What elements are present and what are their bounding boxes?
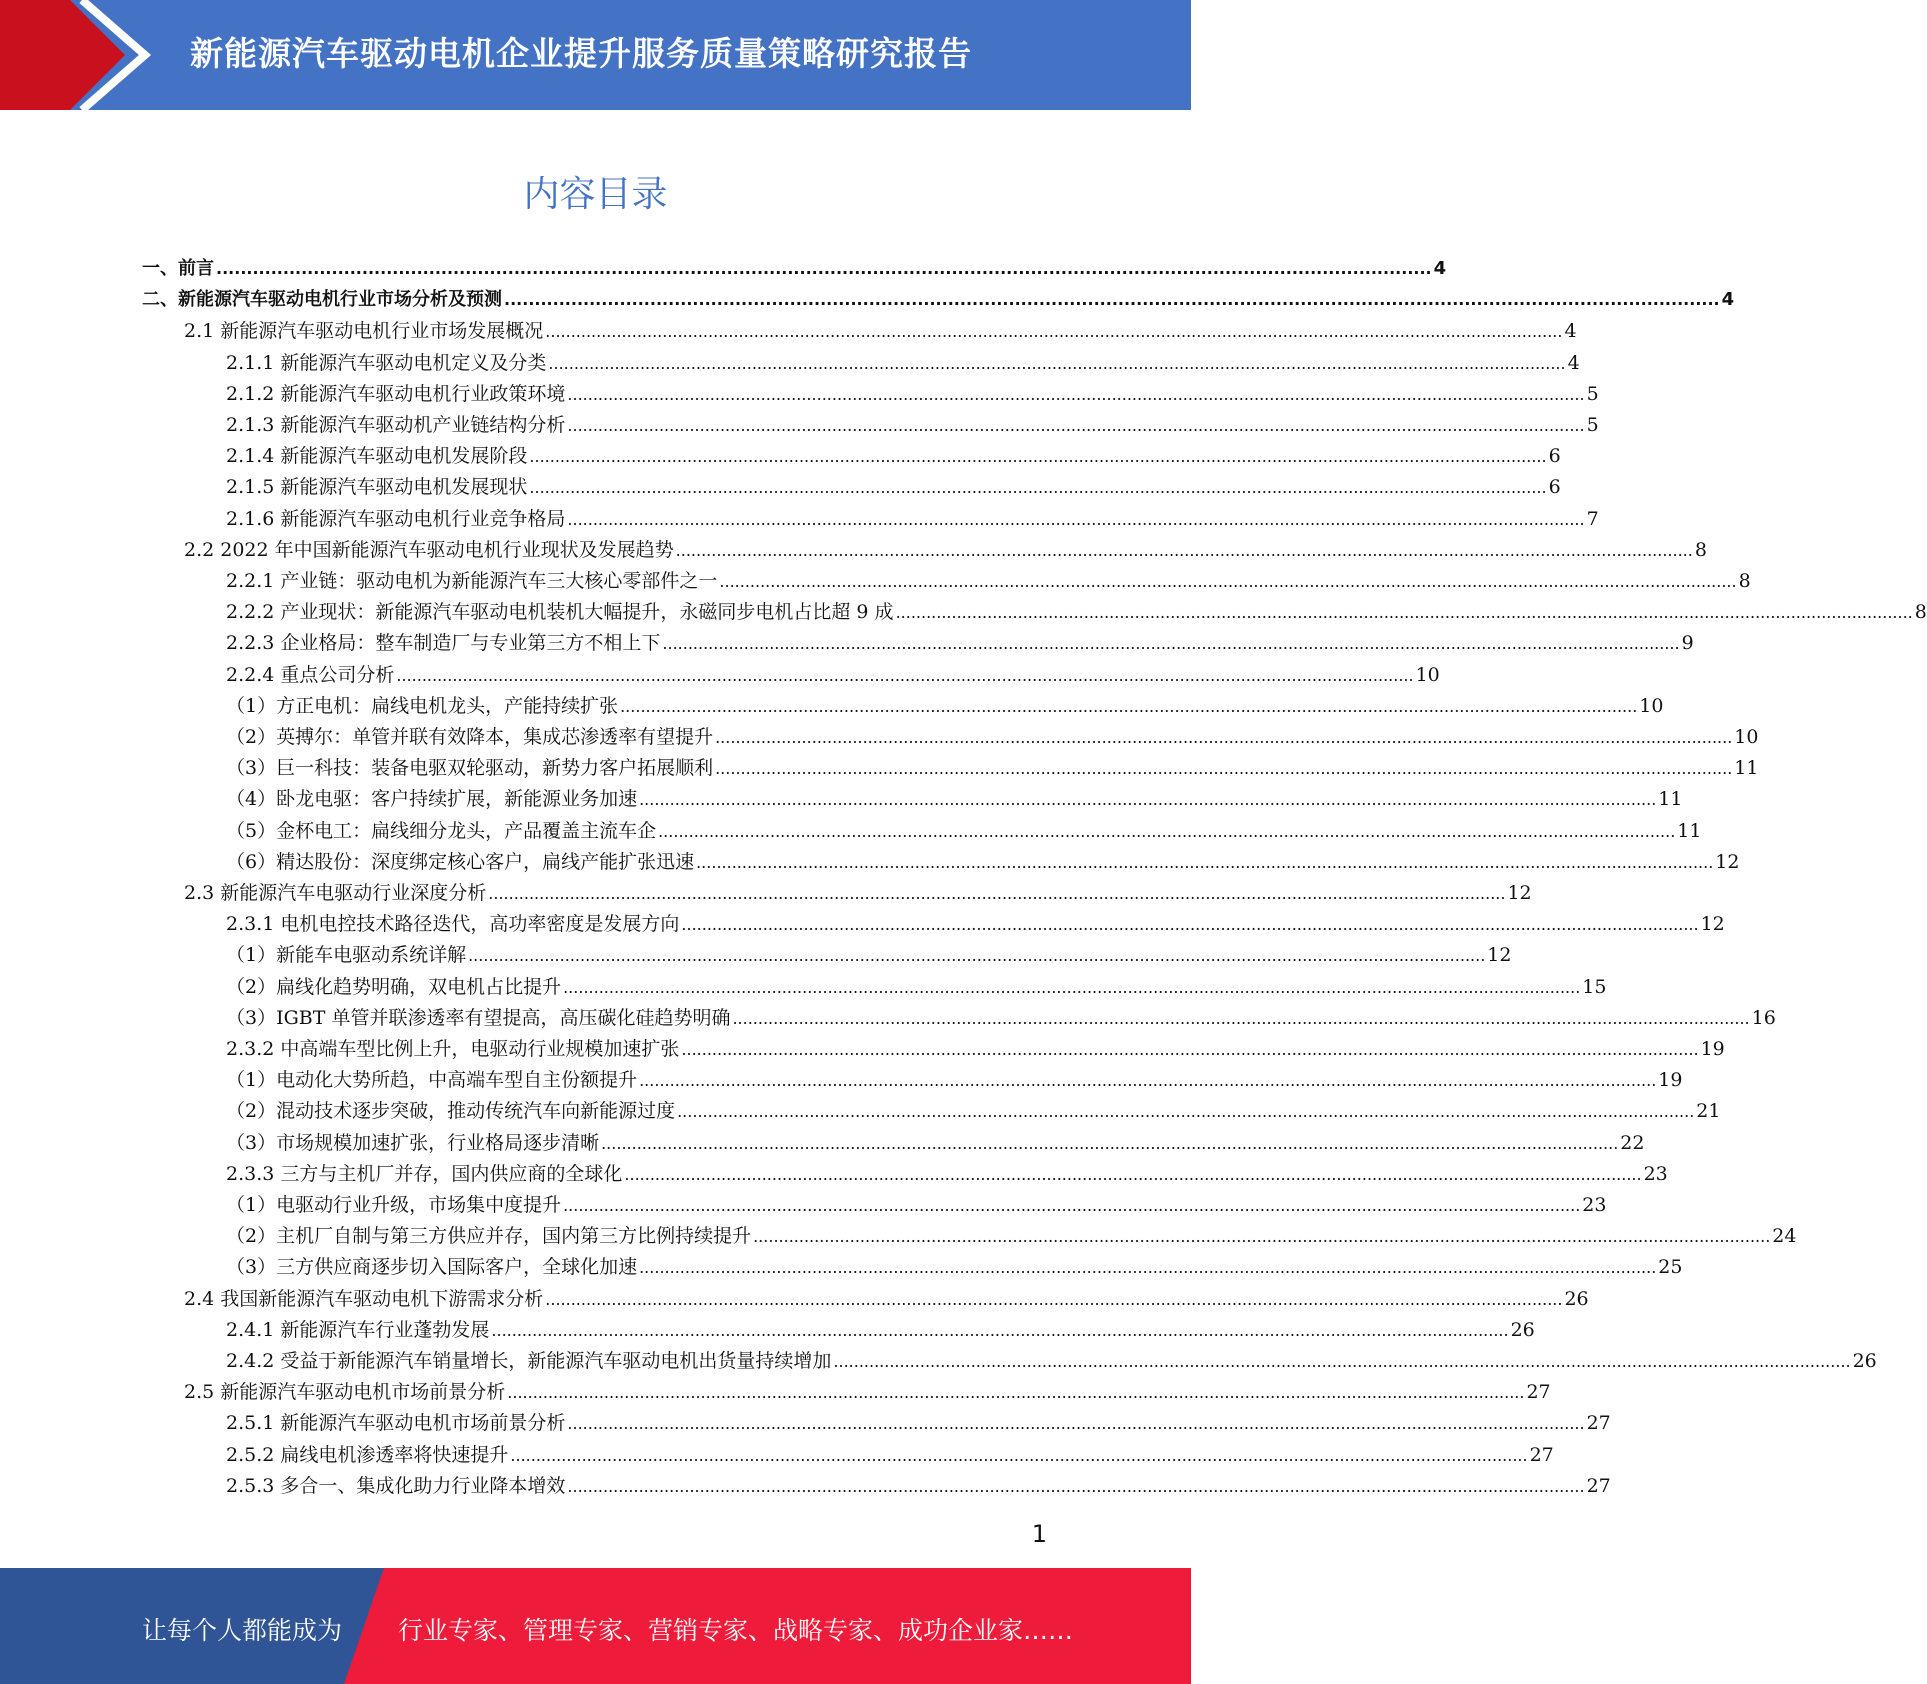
toc-leader-dots: ........................................................................................................................................................................................................ bbox=[567, 416, 1585, 435]
toc-entry-title: 2.2.3 企业格局：整车制造厂与专业第三方不相上下 bbox=[226, 632, 661, 654]
toc-entry-title: 2.5.2 扁线电机渗透率将快速提升 bbox=[226, 1444, 509, 1466]
toc-leader-dots: ........................................................................................................................................................................................................ bbox=[681, 1040, 1699, 1059]
toc-leader-dots: ........................................................................................................................................................................................................ bbox=[488, 884, 1506, 903]
toc-entry-title: （1）新能车电驱动系统详解 bbox=[226, 944, 467, 966]
toc-leader-dots: ........................................................................................................................................................................................................ bbox=[548, 354, 1566, 373]
toc-entry[interactable] bbox=[226, 1252, 1683, 1283]
toc-leader-dots: ........................................................................................................................................................................................................ bbox=[567, 510, 1585, 529]
page-number: 1 bbox=[1031, 1520, 1047, 1548]
toc-entry[interactable] bbox=[226, 1471, 1611, 1502]
toc-leader-dots: ........................................................................................................................................................................................................ bbox=[895, 603, 1913, 622]
toc-entry[interactable] bbox=[184, 316, 1577, 347]
toc-entry[interactable] bbox=[226, 847, 1740, 878]
toc-leader-dots: ........................................................................................................................................................................................................ bbox=[545, 322, 1563, 341]
toc-entry[interactable] bbox=[226, 628, 1694, 659]
toc-leader-dots: ........................................................................................................................................................................................................ bbox=[545, 1290, 1563, 1309]
toc-entry[interactable] bbox=[226, 1346, 1877, 1377]
toc-leader-dots: ........................................................................................................................................................................................................ bbox=[753, 1227, 1771, 1246]
toc-leader-dots: ........................................................................................................................................................................................................ bbox=[468, 946, 1486, 965]
toc-entry[interactable] bbox=[184, 535, 1707, 566]
toc-entry[interactable] bbox=[142, 254, 1447, 285]
toc-leader-dots: ........................................................................................................................................................................................................ bbox=[639, 1258, 1657, 1277]
toc-entry-title: （5）金杯电工：扁线细分龙头，产品覆盖主流车企 bbox=[226, 820, 657, 842]
toc-entry-page: 6 bbox=[1548, 476, 1561, 498]
toc-entry-title: （3）IGBT 单管并联渗透率有望提高，高压碳化硅趋势明确 bbox=[226, 1007, 731, 1029]
toc-entry-title: （1）电驱动行业升级，市场集中度提升 bbox=[226, 1194, 562, 1216]
toc-entry-page: 19 bbox=[1700, 1038, 1725, 1060]
toc-entry-page: 26 bbox=[1564, 1288, 1589, 1310]
toc-entry-title: 2.1.2 新能源汽车驱动电机行业政策环境 bbox=[226, 383, 566, 405]
toc-entry-title: （1）方正电机：扁线电机龙头，产能持续扩张 bbox=[226, 695, 619, 717]
toc-entry-title: 2.3.2 中高端车型比例上升，电驱动行业规模加速扩张 bbox=[226, 1038, 680, 1060]
toc-entry-page: 5 bbox=[1586, 383, 1599, 405]
toc-leader-dots: ........................................................................................................................................................................................................ bbox=[567, 385, 1585, 404]
toc-leader-dots: ........................................................................................................................................................................................................ bbox=[624, 1165, 1642, 1184]
toc-entry[interactable] bbox=[184, 878, 1532, 909]
footer-slogan-left: 让每个人都能成为 bbox=[142, 1616, 343, 1645]
toc-entry-title: （3）巨一科技：装备电驱双轮驱动，新势力客户拓展顺利 bbox=[226, 757, 714, 779]
toc-entry-page: 8 bbox=[1694, 539, 1707, 561]
toc-leader-dots: ........................................................................................................................................................................................................ bbox=[396, 666, 1414, 685]
toc-entry-title: 二、新能源汽车驱动电机行业市场分析及预测 bbox=[142, 289, 502, 310]
toc-entry-title: 2.1.6 新能源汽车驱动电机行业竞争格局 bbox=[226, 508, 566, 530]
toc-leader-dots: ........................................................................................................................................................................................................ bbox=[504, 290, 1720, 309]
toc-entry-page: 10 bbox=[1415, 664, 1440, 686]
toc-entry-page: 4 bbox=[1564, 320, 1577, 342]
toc-entry-page: 25 bbox=[1658, 1256, 1683, 1278]
toc-entry-page: 8 bbox=[1738, 570, 1751, 592]
toc-entry-title: （4）卧龙电驱：客户持续扩展，新能源业务加速 bbox=[226, 788, 638, 810]
toc-entry[interactable] bbox=[226, 1315, 1535, 1346]
toc-entry-title: 2.5 新能源汽车驱动电机市场前景分析 bbox=[184, 1381, 506, 1403]
toc-entry[interactable] bbox=[226, 1096, 1721, 1127]
toc-entry-title: （1）电动化大势所趋，中高端车型自主份额提升 bbox=[226, 1069, 638, 1091]
toc-entry-title: （2）英搏尔：单管并联有效降本，集成芯渗透率有望提升 bbox=[226, 726, 714, 748]
toc-entry-page: 11 bbox=[1677, 820, 1702, 842]
toc-entry-title: 2.4 我国新能源汽车驱动电机下游需求分析 bbox=[184, 1288, 544, 1310]
toc-entry-page: 27 bbox=[1586, 1475, 1611, 1497]
toc-entry[interactable] bbox=[226, 784, 1683, 815]
toc-entry-title: 2.5.3 多合一、集成化助力行业降本增效 bbox=[226, 1475, 566, 1497]
toc-entry-title: 2.1.4 新能源汽车驱动电机发展阶段 bbox=[226, 445, 528, 467]
toc-leader-dots: ........................................................................................................................................................................................................ bbox=[567, 1414, 1585, 1433]
toc-leader-dots: ........................................................................................................................................................................................................ bbox=[658, 822, 1676, 841]
toc-entry-title: （2）主机厂自制与第三方供应并存，国内第三方比例持续提升 bbox=[226, 1225, 752, 1247]
footer-banner bbox=[0, 1568, 1191, 1684]
toc-entry[interactable] bbox=[226, 1034, 1725, 1065]
toc-entry[interactable] bbox=[226, 660, 1440, 691]
toc-entry-page: 4 bbox=[1433, 258, 1447, 279]
toc-entry[interactable] bbox=[226, 1065, 1683, 1096]
toc-entry[interactable] bbox=[226, 972, 1607, 1003]
toc-entry-title: 2.1.1 新能源汽车驱动电机定义及分类 bbox=[226, 352, 547, 374]
toc-entry[interactable] bbox=[226, 348, 1580, 379]
header-banner bbox=[0, 0, 1191, 110]
toc-entry-page: 4 bbox=[1721, 289, 1735, 310]
toc-leader-dots: ........................................................................................................................................................................................................ bbox=[563, 978, 1581, 997]
toc-entry-page: 12 bbox=[1715, 851, 1740, 873]
toc-entry-page: 27 bbox=[1586, 1412, 1611, 1434]
toc-leader-dots: ........................................................................................................................................................................................................ bbox=[567, 1477, 1585, 1496]
toc-leader-dots: ........................................................................................................................................................................................................ bbox=[696, 853, 1714, 872]
toc-entry[interactable] bbox=[226, 1159, 1668, 1190]
toc-leader-dots: ........................................................................................................................................................................................................ bbox=[620, 697, 1638, 716]
toc-entry[interactable] bbox=[226, 1128, 1645, 1159]
toc-entry-title: 2.2.4 重点公司分析 bbox=[226, 664, 395, 686]
toc-entry[interactable] bbox=[226, 909, 1725, 940]
toc-entry[interactable] bbox=[226, 472, 1561, 503]
toc-leader-dots: ........................................................................................................................................................................................................ bbox=[491, 1321, 1509, 1340]
toc-leader-dots: ........................................................................................................................................................................................................ bbox=[510, 1446, 1528, 1465]
toc-entry-page: 11 bbox=[1658, 788, 1683, 810]
toc-entry-page: 23 bbox=[1643, 1163, 1668, 1185]
toc-leader-dots: ........................................................................................................................................................................................................ bbox=[662, 634, 1680, 653]
toc-entry-title: （2）扁线化趋势明确，双电机占比提升 bbox=[226, 976, 562, 998]
toc-leader-dots: ........................................................................................................................................................................................................ bbox=[601, 1134, 1619, 1153]
toc-entry-page: 4 bbox=[1567, 352, 1580, 374]
toc-entry[interactable] bbox=[226, 504, 1599, 535]
toc-leader-dots: ........................................................................................................................................................................................................ bbox=[639, 1071, 1657, 1090]
toc-entry-title: 2.1 新能源汽车驱动电机行业市场发展概况 bbox=[184, 320, 544, 342]
toc-entry-title: 2.3 新能源汽车电驱动行业深度分析 bbox=[184, 882, 487, 904]
toc-entry-page: 27 bbox=[1529, 1444, 1554, 1466]
toc-entry-title: 2.3.1 电机电控技术路径迭代，高功率密度是发展方向 bbox=[226, 913, 680, 935]
toc-leader-dots: ........................................................................................................................................................................................................ bbox=[529, 478, 1547, 497]
toc-entry-title: 2.1.5 新能源汽车驱动电机发展现状 bbox=[226, 476, 528, 498]
toc-entry-title: 一、前言 bbox=[142, 258, 214, 279]
toc-entry-page: 21 bbox=[1696, 1100, 1721, 1122]
toc-entry[interactable] bbox=[226, 1221, 1797, 1252]
toc-entry-page: 10 bbox=[1639, 695, 1664, 717]
toc-entry[interactable] bbox=[226, 816, 1702, 847]
toc-leader-dots: ........................................................................................................................................................................................................ bbox=[563, 1196, 1581, 1215]
toc-entry-title: 2.2.2 产业现状：新能源汽车驱动电机装机大幅提升，永磁同步电机占比超 9 成 bbox=[226, 601, 894, 623]
toc-entry-page: 19 bbox=[1658, 1069, 1683, 1091]
toc-leader-dots: ........................................................................................................................................................................................................ bbox=[732, 1009, 1750, 1028]
toc-entry[interactable] bbox=[184, 1377, 1551, 1408]
toc-entry-page: 23 bbox=[1582, 1194, 1607, 1216]
toc-entry[interactable] bbox=[142, 285, 1735, 316]
toc-entry-title: 2.3.3 三方与主机厂并存，国内供应商的全球化 bbox=[226, 1163, 623, 1185]
toc-leader-dots: ........................................................................................................................................................................................................ bbox=[719, 572, 1737, 591]
toc-leader-dots: ........................................................................................................................................................................................................ bbox=[529, 447, 1547, 466]
toc-entry-title: 2.5.1 新能源汽车驱动电机市场前景分析 bbox=[226, 1412, 566, 1434]
toc-entry[interactable] bbox=[226, 410, 1599, 441]
toc-entry[interactable] bbox=[226, 1408, 1611, 1439]
toc-entry-page: 26 bbox=[1510, 1319, 1535, 1341]
toc-entry-page: 9 bbox=[1681, 632, 1694, 654]
toc-entry-title: （3）市场规模加速扩张，行业格局逐步清晰 bbox=[226, 1132, 600, 1154]
toc-entry-page: 12 bbox=[1700, 913, 1725, 935]
toc-entry[interactable] bbox=[226, 753, 1759, 784]
toc-entry-page: 15 bbox=[1582, 976, 1607, 998]
toc-entry[interactable] bbox=[226, 441, 1561, 472]
toc-entry[interactable] bbox=[226, 1190, 1607, 1221]
toc-entry-page: 24 bbox=[1772, 1225, 1797, 1247]
toc-entry[interactable] bbox=[226, 1440, 1554, 1471]
toc-entry[interactable] bbox=[226, 1003, 1776, 1034]
toc-entry-page: 12 bbox=[1487, 944, 1512, 966]
toc-entry-page: 8 bbox=[1914, 601, 1927, 623]
toc-leader-dots: ........................................................................................................................................................................................................ bbox=[639, 790, 1657, 809]
toc-leader-dots: ........................................................................................................................................................................................................ bbox=[677, 1102, 1695, 1121]
toc-leader-dots: ........................................................................................................................................................................................................ bbox=[216, 259, 1432, 278]
toc-entry[interactable] bbox=[226, 722, 1759, 753]
toc-entry-page: 26 bbox=[1852, 1350, 1877, 1372]
toc-entry[interactable] bbox=[184, 1284, 1589, 1315]
toc-leader-dots: ........................................................................................................................................................................................................ bbox=[507, 1383, 1525, 1402]
toc-entry-page: 12 bbox=[1507, 882, 1532, 904]
toc-entry-title: 2.2.1 产业链：驱动电机为新能源汽车三大核心零部件之一 bbox=[226, 570, 718, 592]
report-title: 新能源汽车驱动电机企业提升服务质量策略研究报告 bbox=[190, 34, 972, 73]
toc-entry-page: 16 bbox=[1751, 1007, 1776, 1029]
toc-entry[interactable] bbox=[226, 940, 1512, 971]
toc-entry-page: 7 bbox=[1586, 508, 1599, 530]
toc-entry[interactable] bbox=[226, 691, 1664, 722]
toc-leader-dots: ........................................................................................................................................................................................................ bbox=[715, 759, 1733, 778]
toc-entry-page: 5 bbox=[1586, 414, 1599, 436]
toc-entry-title: 2.1.3 新能源汽车驱动机产业链结构分析 bbox=[226, 414, 566, 436]
toc-entry[interactable] bbox=[226, 597, 1927, 628]
toc-entry-title: 2.2 2022 年中国新能源汽车驱动电机行业现状及发展趋势 bbox=[184, 539, 674, 561]
toc-entry-title: 2.4.1 新能源汽车行业蓬勃发展 bbox=[226, 1319, 490, 1341]
toc-entry-page: 6 bbox=[1548, 445, 1561, 467]
toc-leader-dots: ........................................................................................................................................................................................................ bbox=[681, 915, 1699, 934]
toc-entry-title: （6）精达股份：深度绑定核心客户，扁线产能扩张迅速 bbox=[226, 851, 695, 873]
toc-leader-dots: ........................................................................................................................................................................................................ bbox=[833, 1352, 1851, 1371]
toc-leader-dots: ........................................................................................................................................................................................................ bbox=[715, 728, 1733, 747]
footer-slogan-right: 行业专家、管理专家、营销专家、战略专家、成功企业家…… bbox=[398, 1616, 1074, 1645]
toc-entry-page: 11 bbox=[1734, 757, 1759, 779]
toc-leader-dots: ........................................................................................................................................................................................................ bbox=[675, 541, 1693, 560]
toc-heading: 内容目录 bbox=[523, 174, 668, 215]
toc-entry-title: （3）三方供应商逐步切入国际客户，全球化加速 bbox=[226, 1256, 638, 1278]
toc-entry-title: （2）混动技术逐步突破，推动传统汽车向新能源过度 bbox=[226, 1100, 676, 1122]
toc-entry-page: 27 bbox=[1526, 1381, 1551, 1403]
toc-entry[interactable] bbox=[226, 379, 1599, 410]
toc-entry-title: 2.4.2 受益于新能源汽车销量增长，新能源汽车驱动电机出货量持续增加 bbox=[226, 1350, 832, 1372]
toc-entry[interactable] bbox=[226, 566, 1751, 597]
toc-entry-page: 22 bbox=[1620, 1132, 1645, 1154]
toc-entry-page: 10 bbox=[1734, 726, 1759, 748]
